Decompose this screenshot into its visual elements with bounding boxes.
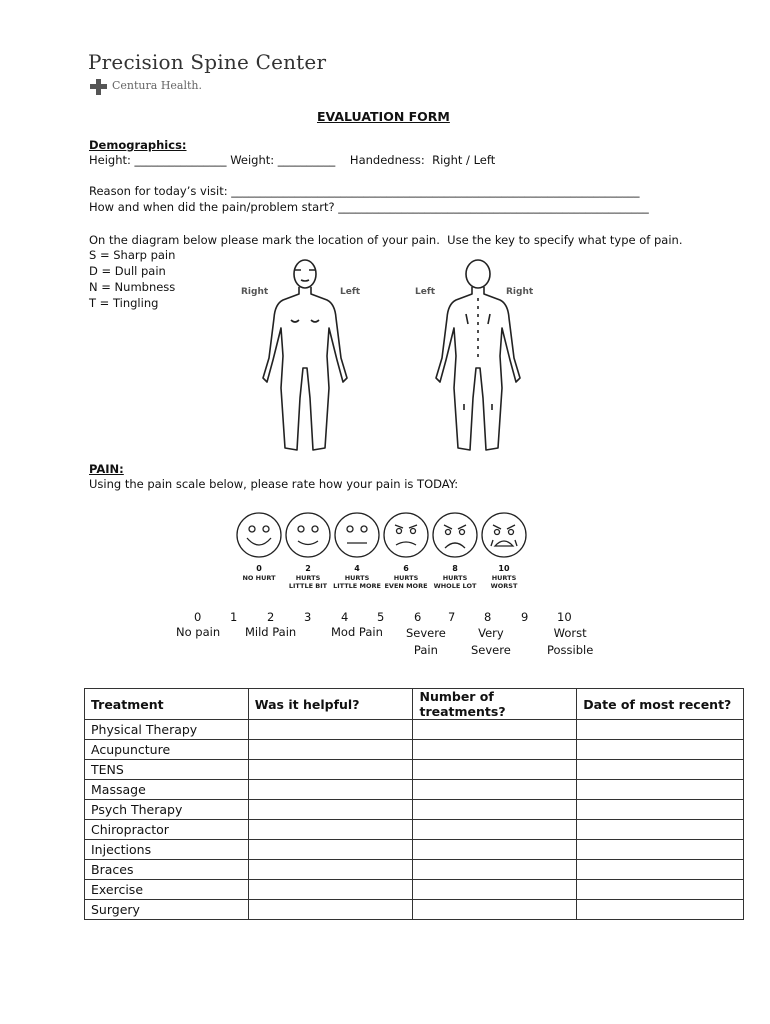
face-caption-4: HURTS LITTLE MORE: [333, 574, 381, 590]
scale-num-6: 6: [414, 610, 422, 624]
scale-label-severe: Severe Pain: [406, 626, 446, 657]
table-row: [85, 720, 744, 740]
treatment-name: Surgery: [85, 900, 249, 920]
number-cell[interactable]: [413, 800, 577, 820]
face-caption-0: NO HURT: [242, 574, 276, 582]
scale-label-mod: Mod Pain: [331, 625, 383, 639]
date-cell[interactable]: [577, 880, 744, 900]
sub-brand: Centura Health.: [112, 79, 203, 92]
demographics-line[interactable]: Height: ________________ Weight: __________ Handedness: Right / Left: [89, 153, 496, 167]
treatment-name: TENS: [85, 760, 249, 780]
diagram-instruction: On the diagram below please mark the location of your pain. Use the key to specify what type of pain.: [89, 233, 683, 247]
date-cell[interactable]: [577, 900, 744, 920]
date-cell[interactable]: [577, 760, 744, 780]
treatment-name: Acupuncture: [85, 740, 249, 760]
treatment-name: Exercise: [85, 880, 249, 900]
face-num-6: 6: [403, 564, 409, 573]
key-sharp: S = Sharp pain: [89, 248, 176, 262]
helpful-cell[interactable]: [248, 840, 413, 860]
form-title: EVALUATION FORM: [317, 109, 450, 124]
treatment-name: Braces: [85, 860, 249, 880]
number-cell[interactable]: [413, 720, 577, 740]
date-cell[interactable]: [577, 780, 744, 800]
date-cell[interactable]: [577, 840, 744, 860]
helpful-cell[interactable]: [248, 800, 413, 820]
face-10-icon: [482, 513, 526, 557]
col-helpful: Was it helpful?: [248, 689, 413, 720]
face-caption-10: HURTS WORST: [490, 574, 518, 590]
cross-logo-icon: [90, 79, 107, 95]
date-cell[interactable]: [577, 860, 744, 880]
scale-num-3: 3: [304, 610, 312, 624]
treatment-name: Chiropractor: [85, 820, 249, 840]
table-row: [85, 900, 744, 920]
date-cell[interactable]: [577, 800, 744, 820]
key-tingling: T = Tingling: [89, 296, 159, 310]
scale-num-10: 10: [557, 610, 572, 624]
number-cell[interactable]: [413, 760, 577, 780]
number-cell[interactable]: [413, 840, 577, 860]
treatment-table: [84, 688, 744, 920]
table-header-row: [85, 689, 744, 720]
brand-name: Precision Spine Center: [88, 50, 327, 74]
front-right-label: Right: [241, 287, 269, 297]
face-num-0: 0: [256, 564, 262, 573]
treatment-name: Injections: [85, 840, 249, 860]
back-left-label: Left: [415, 287, 436, 297]
body-back-diagram[interactable]: [418, 258, 538, 458]
helpful-cell[interactable]: [248, 860, 413, 880]
scale-num-7: 7: [448, 610, 456, 624]
treatment-name: Psych Therapy: [85, 800, 249, 820]
pain-start-field[interactable]: How and when did the pain/problem start? ______________________________________________________: [89, 200, 649, 214]
face-caption-2: HURTS LITTLE BIT: [288, 574, 328, 590]
table-row: [85, 860, 744, 880]
treatment-name: Physical Therapy: [85, 720, 249, 740]
scale-label-no-pain: No pain: [176, 625, 221, 639]
face-caption-6: HURTS EVEN MORE: [384, 574, 428, 590]
table-row: [85, 820, 744, 840]
table-row: [85, 740, 744, 760]
helpful-cell[interactable]: [248, 780, 413, 800]
scale-label-worst: Worst Possible: [547, 626, 594, 657]
table-row: [85, 840, 744, 860]
helpful-cell[interactable]: [248, 900, 413, 920]
face-num-4: 4: [354, 564, 360, 573]
table-row: [85, 800, 744, 820]
pain-heading: PAIN:: [89, 462, 124, 476]
body-front-diagram[interactable]: [245, 258, 365, 458]
date-cell[interactable]: [577, 820, 744, 840]
face-0-icon: [237, 513, 281, 557]
scale-label-very-severe: Very Severe: [471, 626, 511, 657]
scale-num-1: 1: [230, 610, 238, 624]
face-2-icon: [286, 513, 330, 557]
face-4-icon: [335, 513, 379, 557]
scale-num-8: 8: [484, 610, 492, 624]
table-row: [85, 760, 744, 780]
face-8-icon: [433, 513, 477, 557]
scale-num-5: 5: [377, 610, 385, 624]
treatment-name: Massage: [85, 780, 249, 800]
date-cell[interactable]: [577, 720, 744, 740]
scale-num-9: 9: [521, 610, 529, 624]
demographics-heading: Demographics:: [89, 138, 187, 152]
scale-label-mild: Mild Pain: [245, 625, 297, 639]
face-6-icon: [384, 513, 428, 557]
scale-num-0: 0: [194, 610, 202, 624]
table-row: [85, 780, 744, 800]
number-cell[interactable]: [413, 860, 577, 880]
number-cell[interactable]: [413, 780, 577, 800]
key-dull: D = Dull pain: [89, 264, 166, 278]
number-cell[interactable]: [413, 900, 577, 920]
pain-faces-scale: [235, 508, 535, 563]
date-cell[interactable]: [577, 740, 744, 760]
col-date: Date of most recent?: [577, 689, 744, 720]
helpful-cell[interactable]: [248, 820, 413, 840]
helpful-cell[interactable]: [248, 760, 413, 780]
helpful-cell[interactable]: [248, 720, 413, 740]
number-cell[interactable]: [413, 880, 577, 900]
reason-field[interactable]: Reason for today’s visit: _______________________________________________________________________: [89, 184, 640, 198]
table-row: [85, 880, 744, 900]
col-number: Number of treatments?: [413, 689, 577, 720]
scale-num-4: 4: [341, 610, 349, 624]
pain-instruction: Using the pain scale below, please rate how your pain is TODAY:: [89, 477, 459, 491]
number-cell[interactable]: [413, 820, 577, 840]
back-right-label: Right: [506, 287, 534, 297]
face-num-8: 8: [452, 564, 458, 573]
face-caption-8: HURTS WHOLE LOT: [433, 574, 477, 590]
number-cell[interactable]: [413, 740, 577, 760]
face-num-10: 10: [498, 564, 510, 573]
helpful-cell[interactable]: [248, 740, 413, 760]
front-left-label: Left: [340, 287, 361, 297]
helpful-cell[interactable]: [248, 880, 413, 900]
face-num-2: 2: [305, 564, 311, 573]
col-treatment: Treatment: [85, 689, 249, 720]
scale-num-2: 2: [267, 610, 275, 624]
key-numbness: N = Numbness: [89, 280, 176, 294]
